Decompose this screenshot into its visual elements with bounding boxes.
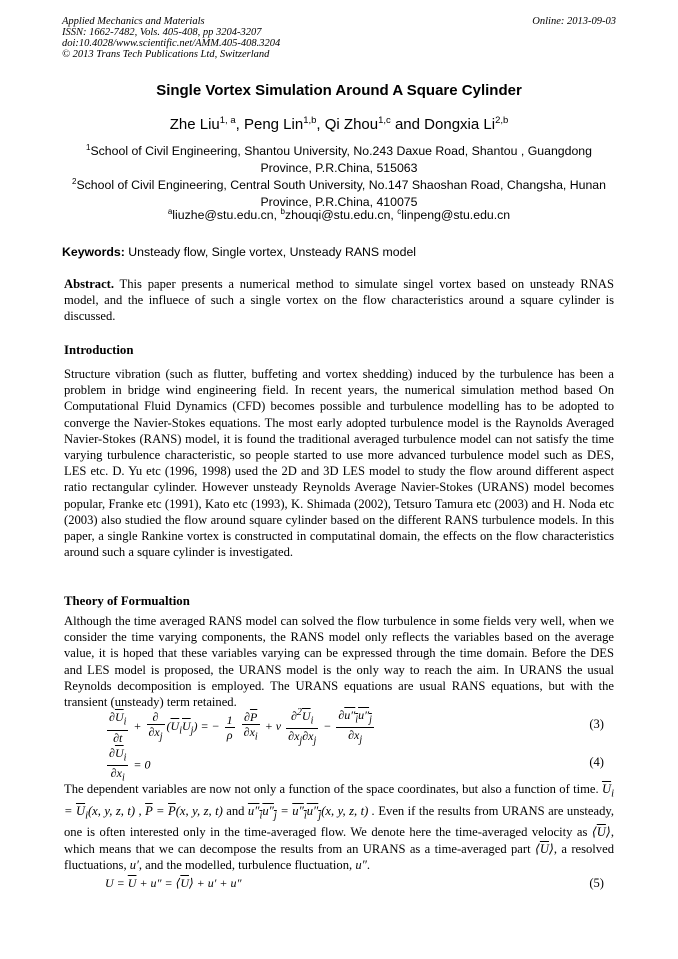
para2-text: , which means that we can decompose the results from an URANS as a time-averaged xyxy=(64,825,614,856)
theory-paragraph-2: The dependent variables are now not only a function of the space coordinates, but also a function of time. $\overline{U}_i = \overline{U}_i(x$, y, z, t) , $\overline{P} = \overline{P}(x$, y, z, t) and $u''_iu''_j = u''_iu''_j(x$, y, z, t) . Even if the results from URANS are unsteady, one is often interested only in the time-averaged flow. We denote here the time-averaged velocity as $⟨\overline{U}⟩$, which means that we can decompose the results from an URANS as a time-averaged part $⟨\overline{U}⟩$, a resolved fluctuations, u′, and the modelled, turbulence fluctuation, u″. xyxy=(64,782,615,872)
author-separator: , xyxy=(235,116,244,133)
author-affil-sup: 1,b xyxy=(303,115,317,126)
copyright-info: © 2013 Trans Tech Publications Ltd, Switzerland xyxy=(62,49,270,60)
equation-number-5: (5) xyxy=(589,876,604,890)
para2-text: The dependent variables are now not only a function of the space coordinates, but also a function of xyxy=(64,782,570,796)
para2-text: velocity as xyxy=(531,825,588,840)
inline-math: u′ xyxy=(129,857,139,872)
inline-math: $⟨\overline{U}⟩$ xyxy=(534,841,554,856)
author-separator: and xyxy=(390,116,425,133)
inline-math: $\overline{U}_i = \overline{U}_i(x$, y, z, t) , $\overline{P} = \overline{P}(x$, y, z, t) xyxy=(64,782,614,822)
email-address: zhouqi@stu.edu.cn xyxy=(284,208,391,223)
email-list: $^a$liuzhe@stu.edu.cn, $^b$zhouqi@stu.edu.cn, $^c$linpeng@stu.edu.cn xyxy=(167,207,511,223)
author-name: Dongxia Li xyxy=(424,116,496,133)
theory-text: Although the time averaged RANS model can solved the flow turbulence in some fields very well, when we consider the time varying components, the RANS model only reflects the variables based on the average value, it is hoped that these variables varying can be expressed through the time domain. Before the DES and LES model is proposed, the URANS model is the only way to reach the aim. In URANS the usual Reynolds decomposition is employed. The URANS equations are usual RANS equations, but with the transient (unsteady) term retained. xyxy=(64,614,614,710)
paper-title: Single Vortex Simulation Around A Square Cylinder xyxy=(156,82,522,99)
para2-text: part xyxy=(510,841,531,856)
online-date: Online: 2013-09-03 xyxy=(532,16,616,27)
para2-text: , a resolved fluctuations, xyxy=(64,841,614,872)
affiliation-2 xyxy=(62,173,616,211)
equation-3: $\frac{\partial\overline{U}_i}{\partial t}$ + $\frac{\partial}{\partial x_j}$ $(\overline{U}_i\overline{U}_j)$ = − $\frac{1}{\rho}$ $\frac{\partial\overline{P}}{\partial x_i}$ + ν $\frac{\partial^2\overline{U}_i}{\partial x_j\partial x_j}$ − $\frac{\partial u''_iu''_j}{\partial x_j}$ xyxy=(109,707,372,747)
equation-number-4: (4) xyxy=(589,755,604,769)
journal-name: Applied Mechanics and Materials xyxy=(62,16,205,27)
equation-number-3: (3) xyxy=(589,717,604,731)
abstract-text: This paper presents a numerical method to simulate singel vortex based on unsteady RNAS model, and the influece of such a single vortex on the flow characteristics around a square cylinder is discussed. xyxy=(64,277,615,324)
affiliation-1 xyxy=(62,139,616,177)
author-affil-sup: 1, a xyxy=(219,115,236,126)
affiliation-sup: 2 xyxy=(72,177,77,186)
para2-text: , and the modelled, turbulence fluctuation, xyxy=(138,857,353,872)
affiliation-text: School of Civil Engineering, Central South University, No.147 Shaoshan Road, Changsha, Hunan Province, P.R.China, 410075 xyxy=(76,178,606,210)
email-address: liuzhe@stu.edu.cn xyxy=(172,208,274,223)
keywords-text: Unsteady flow, Single vortex, Unsteady RANS model xyxy=(128,245,417,259)
issn-info: ISSN: 1662-7482, Vols. 405-408, pp 3204-3207 xyxy=(62,27,262,38)
abstract-label: Abstract. xyxy=(64,277,115,291)
section-heading-theory: Theory of Formualtion xyxy=(64,594,190,608)
affiliation-sup: 1 xyxy=(86,143,91,152)
introduction-text: Structure vibration (such as flutter, buffeting and vortex shedding) induced by the turbulence has been a problem in bridge wind engineering field. In recent years, the numerical simulation method based On Computational Fluid Dynamics (CFD) becomes possible and turbulence modelling has to be adopted to converge the Navier-Stokes equations. The most early adopted turbulence model is the Raynolds Averaged Navier-Stokes (RANS) model, it is found the traditional averaged turbulence model can not satisfy the time varying turbulence characteristic, so people started to use more advanced turbulence model such as DES, LES etc. D. Yu etc (1996, 1998) used the 2D and 3D LES model to study the flow around different aspect ratio rectangular cylinder. However unsteady Reynolds Average Navier-Stokes (URANS) model becomes popular, Franke etc (1991), Kato etc (1993), K. Shimada (2002), Tetsuro Tamura etc (2003) and H. Noda etc (2003) also studied the flow around square cylinder based on the different RANS turbulence models. In this paper, a single Rankine vortex is constructed in computatinal domain, the effects on the flow characteristics around such a square cylinder is investigated. xyxy=(64,367,614,560)
email-address: linpeng@stu.edu.cn xyxy=(401,208,511,223)
equation-4: $\frac{\partial\overline{U}_i}{\partial x_i}$ = 0 xyxy=(109,746,151,784)
inline-math: $⟨\overline{U}⟩$ xyxy=(591,825,611,840)
author-affil-sup: 1,c xyxy=(378,115,391,126)
inline-math: u″ xyxy=(355,857,367,872)
author-name: Qi Zhou xyxy=(324,116,379,133)
keywords xyxy=(62,245,416,259)
author-name: Zhe Liu xyxy=(169,116,220,133)
author-separator: , xyxy=(316,116,325,133)
email-sup: a xyxy=(167,207,173,216)
affiliation-text: School of Civil Engineering, Shantou University, No.243 Daxue Road, Shantou , Guangdong Province, P.R.China, 515063 xyxy=(90,144,592,176)
email-sup: b xyxy=(280,207,285,216)
para2-text: Even if the results from URANS are xyxy=(378,803,564,818)
author-affil-sup: 2,b xyxy=(495,115,509,126)
author-name: Peng Lin xyxy=(243,116,304,133)
doi-info: doi:10.4028/www.scientific.net/AMM.405-408.3204 xyxy=(62,38,281,49)
email-sup: c xyxy=(397,207,402,216)
keywords-label: Keywords: xyxy=(62,245,125,259)
author-list xyxy=(0,115,678,133)
para2-text: unsteady, one is often interested only in the time-averaged flow. We denote here the time-averaged xyxy=(64,803,615,840)
section-heading-introduction: Introduction xyxy=(64,343,134,357)
para2-text: . xyxy=(366,857,371,872)
inline-math: $u''_iu''_j = u''_iu''_j(x$, y, z, t) . xyxy=(247,803,379,822)
abstract xyxy=(64,276,614,325)
equation-5: $U = \overline{U} + u''$ = $⟨\overline{U}⟩ + u' + u''$ xyxy=(105,876,242,890)
para2-text: time. xyxy=(573,782,599,796)
